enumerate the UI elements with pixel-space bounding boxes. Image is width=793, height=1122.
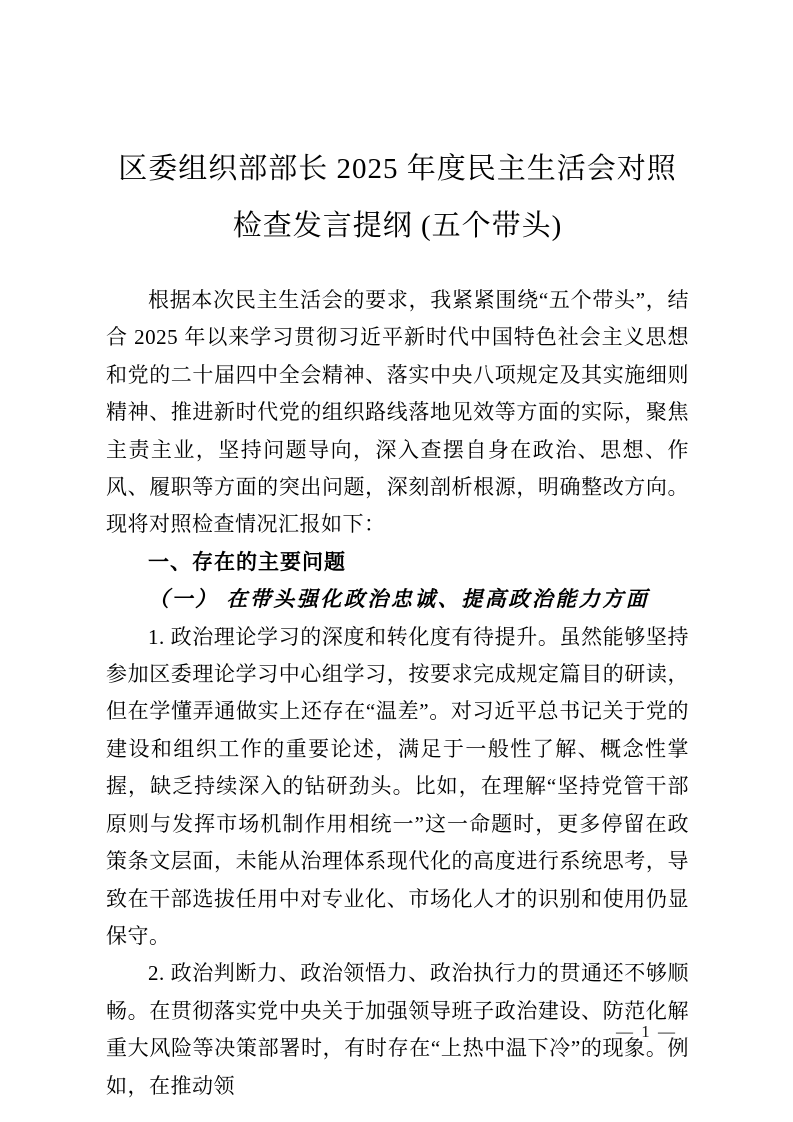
page-number: — 1 — bbox=[616, 1022, 677, 1041]
intro-paragraph: 根据本次民主生活会的要求，我紧紧围绕“五个带头”，结合 2025 年以来学习贯彻习近平新时代中国特色社会主义思想和党的二十届四中全会精神、落实中央八项规定及其实施细则精神、推进新时代党的组织路线落地见效等方面的实际，聚焦主责主业，坚持问题导向，深入查摆自身在政治、思想、作风、履职等方面的突出问题，深刻剖析根源，明确整改方向。现将对照检查情况汇报如下： bbox=[106, 288, 689, 537]
section-heading-main-problems: 一、存在的主要问题 bbox=[148, 550, 346, 574]
paragraph-2-political-judgment: 2. 政治判断力、政治领悟力、政治执行力的贯通还不够顺畅。在贯彻落实党中央关于加强领导班子政治建设、防范化解重大风险等决策部署时，有时存在“上热中温下冷”的现象。例如，在推动领 bbox=[106, 961, 689, 1098]
paragraph-1-theory-study: 1. 政治理论学习的深度和转化度有待提升。虽然能够坚持参加区委理论学习中心组学习，按要求完成规定篇目的研读，但在学懂弄通做实上还存在“温差”。对习近平总书记关于党的建设和组织工作的重要论述，满足于一般性了解、概念性掌握，缺乏持续深入的钻研劲头。比如，在理解“坚持党管干部原则与发挥市场机制作用相统一”这一命题时，更多停留在政策条文层面，未能从治理体系现代化的高度进行系统思考，导致在干部选拔任用中对专业化、市场化人才的识别和使用仍显保守。 bbox=[106, 624, 689, 948]
document-title: 区委组织部部长 2025 年度民主生活会对照检查发言提纲 (五个带头) bbox=[118, 153, 677, 242]
subsection-heading-political-loyalty: （一） 在带头强化政治忠诚、提高政治能力方面 bbox=[148, 587, 650, 612]
